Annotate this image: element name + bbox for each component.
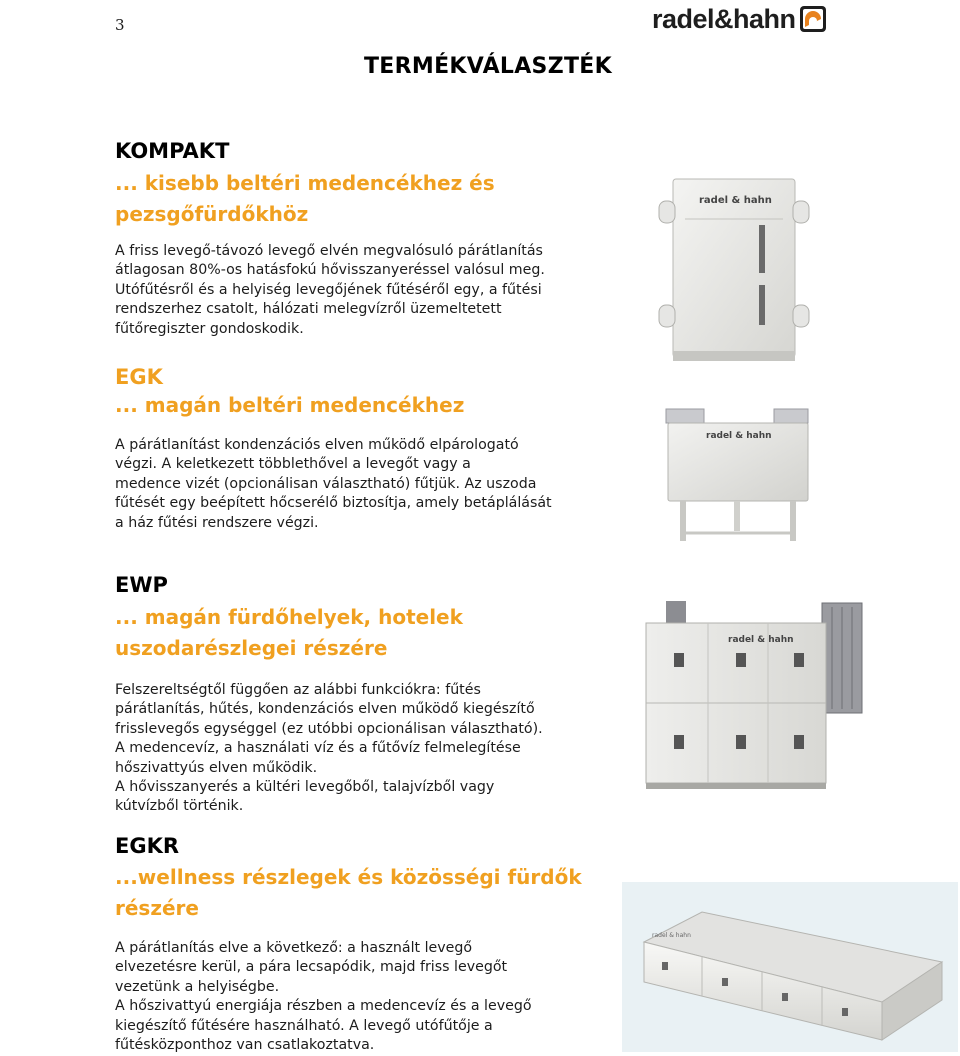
text-line: párátlanítás, hűtés, kondenzációs elven működő kiegészítő — [115, 701, 535, 718]
text-line: fűtését egy beépített hőcserélő biztosítja, amely betáplálását — [115, 495, 552, 512]
product-image-egkr — [622, 882, 958, 1052]
text-line: medence vizét (opcionálisan választható) fűtjük. Az uszoda — [115, 475, 537, 492]
ewp-unit-illustration — [638, 593, 868, 793]
text-line: a ház fűtési rendszere végzi. — [115, 514, 319, 531]
section-text-ewp — [115, 681, 605, 817]
text-line: átlagosan 80%-os hatásfokú hővisszanyeréssel valósul meg. — [115, 262, 545, 279]
section-heading-kompakt: KOMPAKT — [115, 139, 230, 163]
section-subheading-egk: ... magán beltéri medencékhez — [115, 393, 465, 417]
text-line: vezetünk a helyiségbe. — [115, 978, 280, 995]
product-label-kompakt: radel & hahn — [699, 195, 772, 206]
page-number: 3 — [115, 16, 125, 34]
text-line: Utófűtésről és a helyiség levegőjének fűtéséről egy, a fűtési — [115, 281, 542, 298]
brand-logo-text: radel&hahn — [652, 3, 796, 34]
product-image-kompakt — [655, 175, 815, 370]
section-heading-egkr: EGKR — [115, 834, 180, 858]
text-line: hőszivattyús elven működik. — [115, 759, 318, 776]
product-image-ewp — [638, 593, 868, 793]
text-line: A párátlanítást kondenzációs elven működő elpárologató — [115, 437, 519, 453]
text-line: A hővisszanyerés a kültéri levegőből, talajvízből vagy — [115, 779, 495, 796]
product-image-egk — [658, 405, 816, 545]
text-line: végzi. A keletkezett többlethővel a levegőt vagy a — [115, 456, 471, 473]
section-subheading-kompakt: ... kisebb beltéri medencékhez és pezsgőfürdőkhöz — [115, 171, 495, 226]
text-line: kútvízből történik. — [115, 798, 244, 815]
text-line: fűtésközponthoz van csatlakoztatva. — [115, 1037, 375, 1054]
text-line: fűtőregiszter gondoskodik. — [115, 320, 304, 337]
brand-logo — [652, 2, 888, 36]
section-subheading-ewp: ... magán fürdőhelyek, hotelek uszodarészlegei részére — [115, 605, 463, 660]
section-text-kompakt — [115, 242, 605, 339]
text-line: elvezetésre kerül, a pára lecsapódik, majd friss levegőt — [115, 959, 508, 976]
product-label-ewp: radel & hahn — [728, 635, 794, 645]
section-text-egk — [115, 436, 620, 533]
product-label-egk: radel & hahn — [706, 431, 772, 441]
page-title: TERMÉKVÁLASZTÉK — [364, 54, 612, 79]
text-line: Felszereltségtől függően az alábbi funkciókra: fűtés — [115, 682, 481, 698]
text-line: rendszerhez csatolt, hálózati melegvízről üzemeltetett — [115, 301, 502, 318]
section-heading-egk: EGK — [115, 365, 163, 389]
section-heading-ewp: EWP — [115, 573, 168, 597]
product-label-egkr: radel & hahn — [652, 932, 691, 939]
section-subheading-egkr: ...wellness részlegek és közösségi fürdők részére — [115, 865, 582, 920]
text-line: A hőszivattyú energiája részben a medencevíz és a levegő — [115, 998, 532, 1015]
logo-mark-icon — [799, 5, 827, 33]
text-line: A friss levegő-távozó levegő elvén megvalósuló párátlanítás — [115, 243, 543, 259]
text-line: A medencevíz, a használati víz és a fűtővíz felmelegítése — [115, 740, 521, 757]
text-line: frisslevegős egységgel (ez utóbbi opcionálisan választható). — [115, 720, 543, 737]
egkr-unit-illustration — [622, 882, 958, 1052]
egk-unit-illustration — [658, 405, 816, 545]
text-line: kiegészítő fűtésére használható. A levegő utófűtője a — [115, 1017, 493, 1034]
text-line: A párátlanítás elve a következő: a használt levegő — [115, 940, 473, 956]
section-text-egkr — [115, 939, 605, 1055]
